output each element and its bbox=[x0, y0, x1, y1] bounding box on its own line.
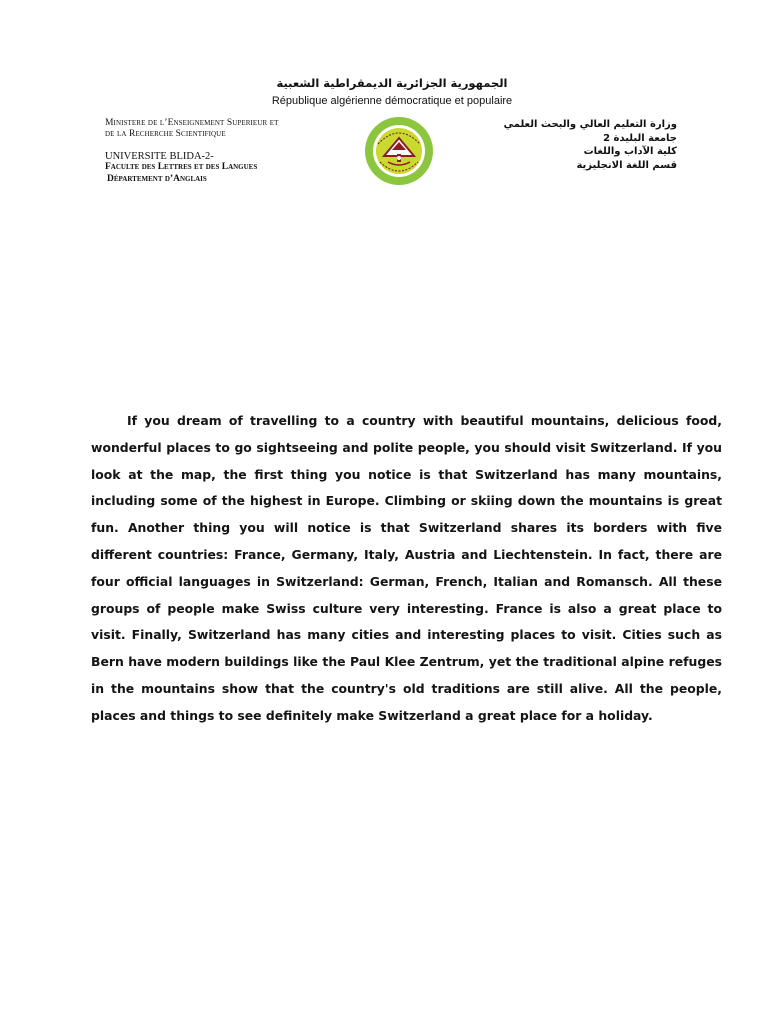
ministry-line-1: Ministere de l’Enseignement Superieur et bbox=[105, 118, 279, 128]
arabic-republic-title: الجمهورية الجزائرية الديمقراطية الشعبية bbox=[276, 76, 508, 90]
arabic-faculty: كلية الآداب واللغات bbox=[583, 146, 677, 157]
arabic-university: جامعة البليدة 2 bbox=[603, 132, 677, 144]
french-republic-title: République algérienne démocratique et populaire bbox=[271, 95, 513, 107]
faculty-name: Faculte des Lettres et des Langues bbox=[105, 162, 258, 172]
essay-paragraph: If you dream of travelling to a country with beautiful mountains, delicious food, wonderful places to go sightseeing and polite people, you should visit Switzerland. If you look at the map, the first thing you notice is that Switzerland has many mountains, including some of the highest in Europe. Climbing or skiing down the mountains is great fun. Another thing you will notice is that Switzerland shares its borders with five different countries: France, Germany, Italy, Austria and Liechtenstein. In fact, there are four official languages in Switzerland: German, French, Italian and Romansch. All these groups of people make Swiss culture very interesting. France is also a great place to visit. Finally, Switzerland has many cities and interesting places to visit. Cities such as Bern have modern buildings like the Paul Klee Zentrum, yet the traditional alpine refuges in the mountains show that the country's old traditions are still alive. All the people, places and things to see definitely make Switzerland a great place for a holiday. bbox=[91, 413, 722, 723]
ministry-line-2: de la Recherche Scientifique bbox=[105, 129, 226, 139]
university-seal-icon bbox=[364, 116, 434, 186]
arabic-ministry: وزارة التعليم العالي والبحث العلمي bbox=[503, 119, 677, 130]
university-name: UNIVERSITE BLIDA-2- bbox=[105, 151, 214, 162]
arabic-department: قسم اللغة الانجليزية bbox=[576, 159, 677, 171]
header-left-block bbox=[105, 118, 335, 185]
header-right-block bbox=[447, 118, 677, 172]
document-header bbox=[92, 68, 692, 200]
department-name: Département d’Anglais bbox=[107, 174, 207, 184]
